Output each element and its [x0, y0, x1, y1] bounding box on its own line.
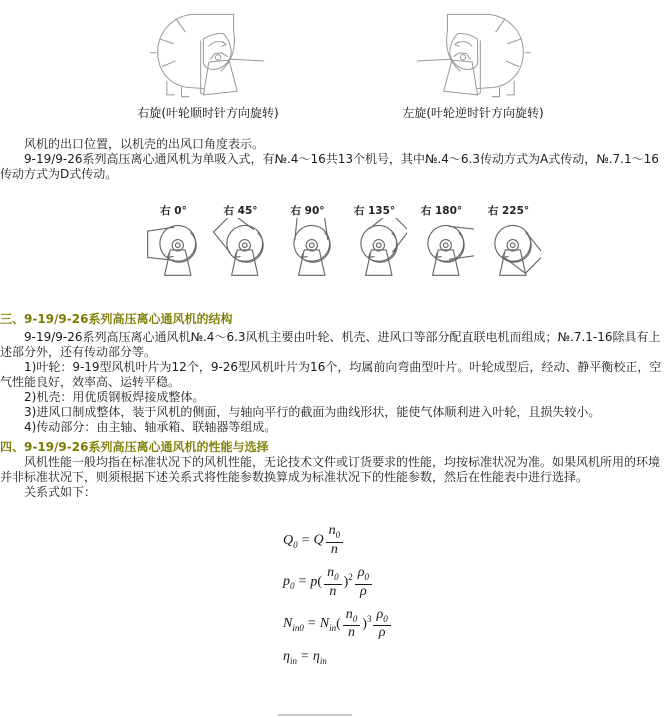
fan-scroll-icon — [410, 218, 474, 280]
angle-diagram-90 — [274, 204, 341, 280]
flow-conversion-formula: $Q_0 = Q$ $\frac{n_0}{n}$ — [283, 524, 670, 557]
right-rotation-caption: 右旋(叶轮顺时针方向旋转) — [137, 106, 279, 120]
series-overview-paragraph: 9-19/9-26系列高压离心通风机为单吸入式，有№.4～16共13个机号，其中№.4～6.3传动方式为A式传动，№.7.1～16传动方式为D式传动。 — [0, 152, 659, 181]
angle-label: 右 225° — [487, 205, 530, 217]
outlet-position-paragraph: 风机的出口位置，以机壳的出风口角度表示。 — [24, 137, 265, 151]
section-3-intro: 9-19/9-26系列高压离心通风机№.4～6.3风机主要由叶轮、机壳、进风口等部分配直联电机而组成；№.7.1-16除具有上述部分外，还有传动部分等。 — [0, 330, 661, 359]
angle-label: 右 135° — [353, 205, 396, 217]
impeller-item: 1)叶轮：9-19型风机叶片为12个，9-26型风机叶片为16个，均属前向弯曲型叶片。叶轮成型后，经动、静平衡校正，空气性能良好，效率高、运转平稳。 — [0, 360, 662, 389]
fan-scroll-icon — [477, 218, 541, 280]
formula-lead-in: 关系式如下： — [24, 485, 97, 499]
right-rotation-figure — [128, 8, 288, 121]
inlet-item: 3)进风口制成整体，装于风机的侧面，与轴向平行的截面为曲线形状，能使气体顺利进入叶轮，且损失较小。 — [24, 405, 601, 419]
angle-diagram-225 — [475, 204, 542, 280]
angle-diagram-135 — [341, 204, 408, 280]
right-rotation-fan-drawing — [138, 8, 278, 104]
fan-scroll-icon — [276, 218, 340, 280]
angle-diagram-45 — [207, 204, 274, 280]
power-conversion-formula: $N_{in0} = N_{in}$( $\frac{n_0}{n}$ )$^3$ $\frac{\rho_0}{\rho}$ — [283, 608, 670, 641]
angle-label: 右 90° — [290, 205, 325, 217]
section-4-heading: 四、9-19/9-26系列高压离心通风机的性能与选择 — [0, 440, 269, 454]
page-bottom-divider — [278, 714, 352, 716]
angle-diagram-180 — [408, 204, 475, 280]
efficiency-identity-formula: $\eta_{in} = \eta_{in}$ — [283, 649, 327, 667]
fan-scroll-icon — [209, 218, 273, 280]
angle-diagram-0 — [140, 204, 207, 280]
conversion-formulas — [283, 524, 670, 679]
intro-block — [0, 137, 670, 182]
outlet-angle-diagram-row — [140, 204, 542, 280]
angle-label: 右 45° — [223, 205, 258, 217]
fan-scroll-icon — [343, 218, 407, 280]
drive-item: 4)传动部分：由主轴、轴承箱、联轴器等组成。 — [24, 420, 277, 434]
left-rotation-caption: 左旋(叶轮逆时针方向旋转) — [402, 106, 544, 120]
section-4-intro: 风机性能一般均指在标准状况下的风机性能，无论技术文件或订货要求的性能，均按标准状况为准。如果风机所用的环境并非标准状况下，则须根据下述关系式将性能参数换算成为标准状况下的性能参数，然后在性能表中进行选择。 — [0, 455, 661, 484]
section-3-heading: 三、9-19/9-26系列高压离心通风机的结构 — [0, 312, 233, 326]
pressure-conversion-formula: $p_0 = p$( $\frac{n_0}{n}$ )$^2$ $\frac{\rho_0}{\rho}$ — [283, 566, 670, 599]
left-rotation-fan-drawing — [403, 8, 543, 104]
angle-label: 右 0° — [160, 205, 187, 217]
left-rotation-figure — [388, 8, 558, 121]
casing-item: 2)机壳：用优质钢板焊接成整体。 — [24, 390, 205, 404]
angle-label: 右 180° — [420, 205, 463, 217]
rotation-figures-row — [0, 0, 670, 121]
fan-scroll-icon — [142, 218, 206, 280]
